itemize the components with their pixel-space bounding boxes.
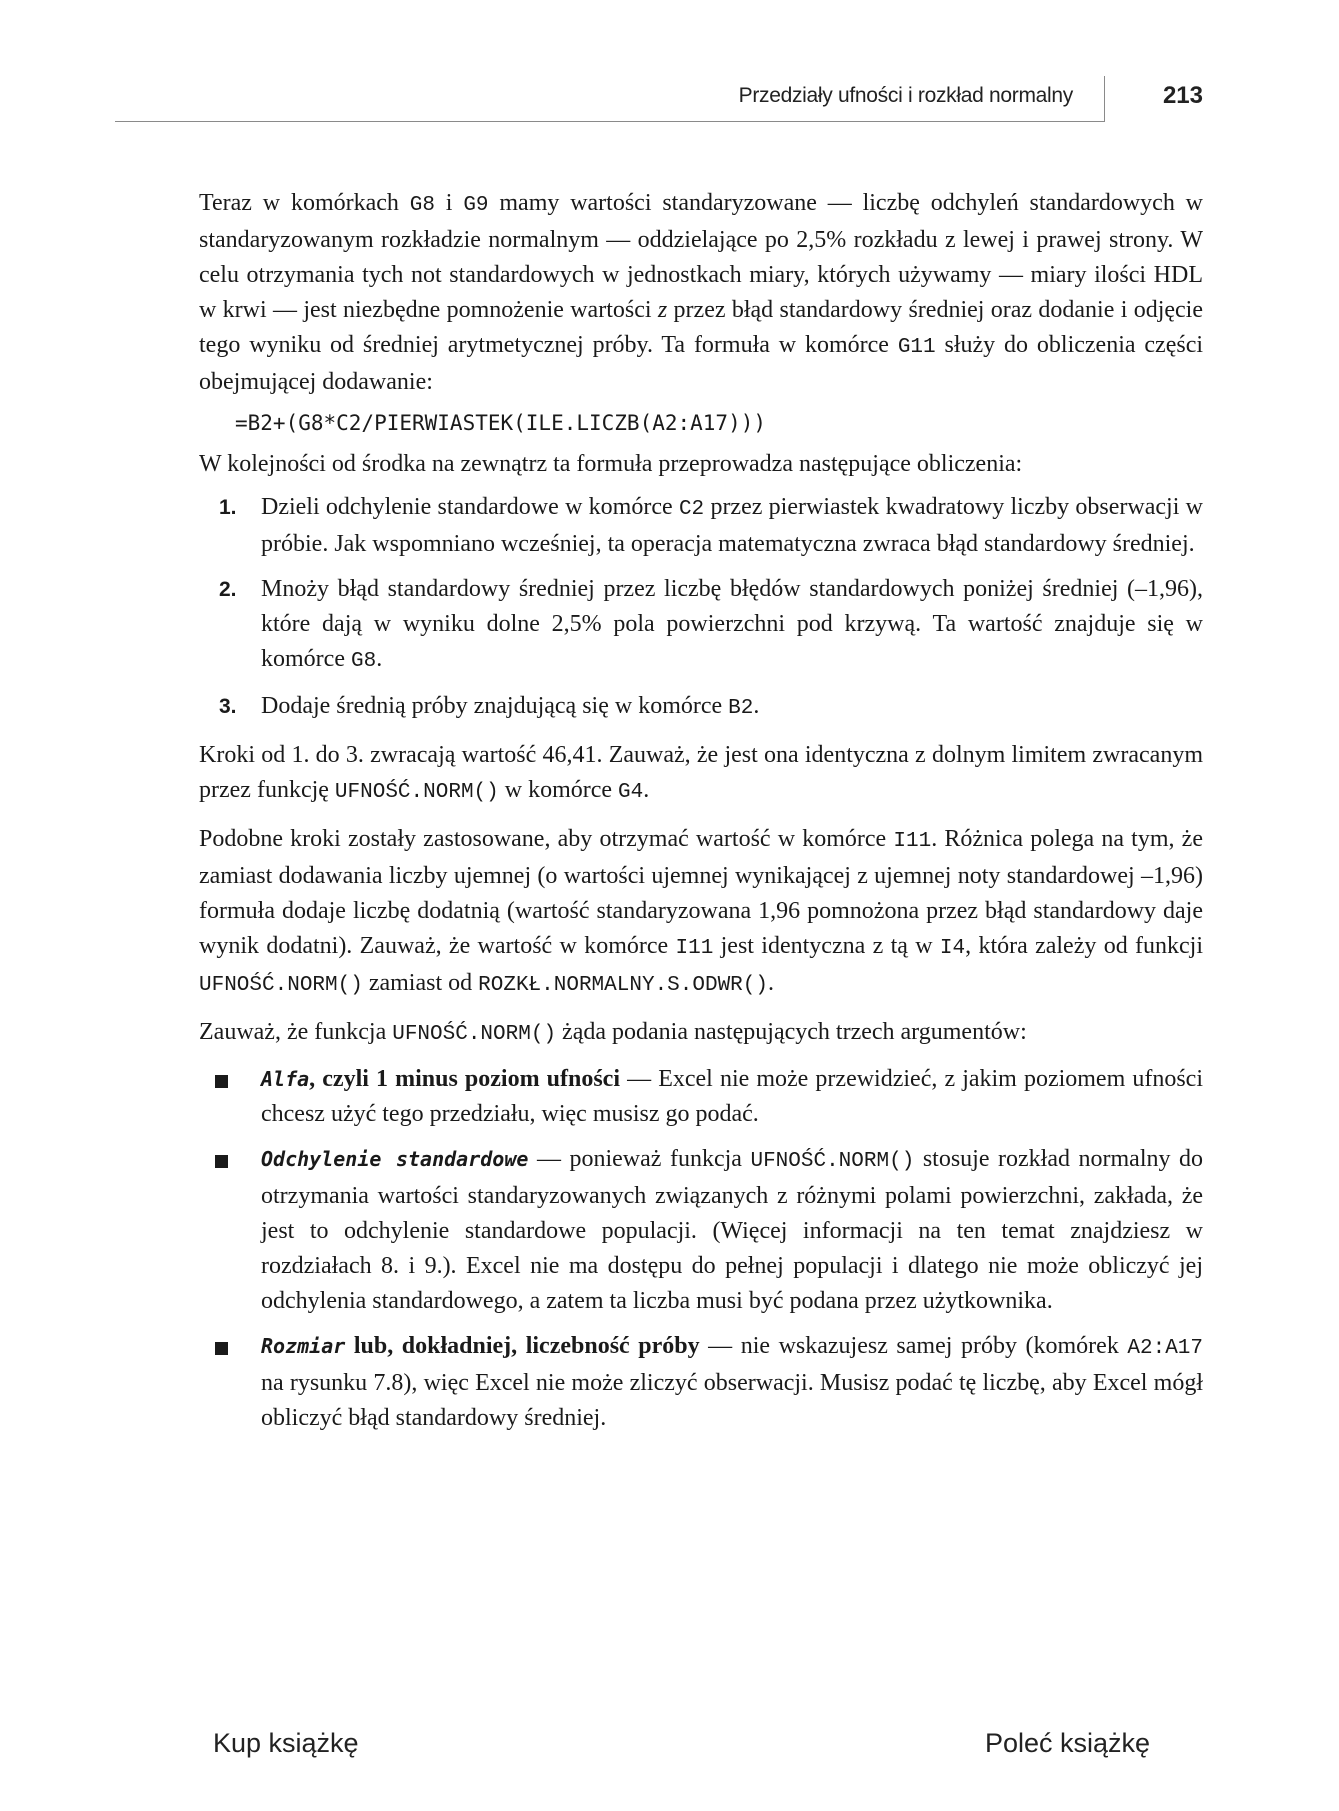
bullet-square-icon (215, 1075, 228, 1088)
recommend-book-link[interactable]: Poleć książkę (985, 1728, 1151, 1758)
chapter-title: Przedziały ufności i rozkład normalny (738, 84, 1073, 107)
list-item: Rozmiar lub, dokładniej, liczebność próby — nie wskazujesz samej próby (komórek A2:A17 na rysunku 7.8), więc Excel nie może zliczyć obserwacji. Musisz podać tę liczbę, aby Excel mógł obliczyć błąd standardowy średniej. (199, 1329, 1203, 1436)
header-separator (1104, 76, 1105, 122)
list-item: Odchylenie standardowe — ponieważ funkcja UFNOŚĆ.NORM() stosuje rozkład normalny do otrzymania wartości standaryzowanych związanych z różnymi polami powierzchni, zakłada, że jest to odchylenie standardowe populacji. (Więcej informacji na ten temat znajdziesz w rozdziałach 8. i 9.). Excel nie ma dostępu do pełnej populacji i dlatego nie może obliczyć jej odchylenia standardowego, a zatem ta liczba musi być podana przez użytkownika. (199, 1142, 1203, 1319)
inline-code: A2:A17 (1127, 1337, 1204, 1360)
argument-term: Alfa (261, 1067, 310, 1091)
inline-code: ROZKŁ.NORMALNY.S.ODWR() (478, 974, 768, 997)
running-header (115, 76, 1203, 122)
paragraph: Podobne kroki zostały zastosowane, aby otrzymać wartość w komórce I11. Różnica polega na tym, że zamiast dodawania liczby ujemnej (o wartości ujemnej wynikającej z ujemnej noty standardowej –1,96) formuła dodaje liczbę dodatnią (wartość standaryzowana 1,96 pomnożona przez błąd standardowy daje wynik dodatni). Zauważ, że wartość w komórce I11 jest identyczna z tą w I4, która zależy od funkcji UFNOŚĆ.NORM() zamiast od ROZKŁ.NORMALNY.S.ODWR(). (199, 826, 1204, 997)
argument-term: Rozmiar (261, 1334, 346, 1358)
intro-paragraph: Teraz w komórkach G8 i G9 mamy wartości standaryzowane — liczbę odchyleń standardowych w standaryzowanym rozkładzie normalnym — oddzielające po 2,5% rozkładu z lewej i prawej strony. W celu otrzymania tych not standardowych w jednostkach miary, których używamy — miary ilości HDL w krwi — jest niezbędne pomnożenie wartości z przez błąd standardowy średniej oraz dodanie i odjęcie tego wyniku od średniej arytmetycznej próby. Ta formuła w komórce G11 służy do obliczenia części obejmującej dodawanie: (199, 190, 1204, 395)
inline-code: I11 (675, 937, 714, 960)
list-item: 3. Dodaje średnią próby znajdującą się w komórce B2. (199, 689, 1203, 726)
buy-book-link[interactable]: Kup książkę (213, 1728, 359, 1758)
list-item: 2. Mnoży błąd standardowy średniej przez liczbę błędów standardowych poniżej średniej (–1,96), które dają w wyniku dolne 2,5% pola powierzchni pod krzywą. Ta wartość znajduje się w komórce G8. (199, 572, 1203, 679)
inline-code: UFNOŚĆ.NORM() (334, 781, 499, 804)
list-item: 1. Dzieli odchylenie standardowe w komórce C2 przez pierwiastek kwadratowy liczby obserwacji w próbie. Jak wspomniano wcześniej, ta operacja matematyczna zwraca błąd standardowy średniej. (199, 490, 1203, 562)
inline-code: I4 (939, 937, 966, 960)
paragraph: Zauważ, że funkcja UFNOŚĆ.NORM() żąda podania następujących trzech argumentów: (199, 1019, 1027, 1046)
inline-code: C2 (678, 498, 705, 521)
inline-code: UFNOŚĆ.NORM() (750, 1150, 915, 1173)
page-body (199, 186, 1203, 1446)
inline-code: UFNOŚĆ.NORM() (392, 1023, 557, 1046)
argument-term: Odchylenie standardowe (261, 1147, 529, 1171)
formula-code: =B2+(G8*C2/PIERWIASTEK(ILE.LICZB(A2:A17))) (235, 411, 767, 435)
header-rule (115, 121, 1105, 122)
step-number: 1. (219, 496, 237, 519)
inline-code: UFNOŚĆ.NORM() (199, 974, 363, 997)
paragraph: Kroki od 1. do 3. zwracają wartość 46,41. Zauważ, że jest ona identyczna z dolnym limitem zwracanym przez funkcję UFNOŚĆ.NORM() w komórce G4. (199, 742, 1203, 804)
page-number: 213 (1162, 82, 1203, 109)
inline-code: G8 (409, 194, 435, 217)
step-number: 2. (219, 578, 237, 601)
inline-code: G11 (897, 336, 936, 359)
inline-code: G9 (463, 194, 489, 217)
bullet-square-icon (215, 1342, 228, 1355)
bullet-square-icon (215, 1155, 228, 1168)
steps-list (199, 490, 1203, 726)
step-number: 3. (219, 695, 237, 718)
lead-paragraph: W kolejności od środka na zewnątrz ta formuła przeprowadza następujące obliczenia: (199, 451, 1023, 477)
italic-variable: z (657, 297, 668, 323)
arguments-list (199, 1062, 1203, 1436)
inline-code: G8 (350, 650, 377, 673)
list-item: Alfa, czyli 1 minus poziom ufności — Excel nie może przewidzieć, z jakim poziomem ufności chcesz użyć tego przedziału, więc musisz go podać. (199, 1062, 1203, 1132)
inline-code: B2 (728, 697, 754, 720)
inline-code: G4 (618, 781, 644, 804)
inline-code: I11 (893, 830, 932, 853)
